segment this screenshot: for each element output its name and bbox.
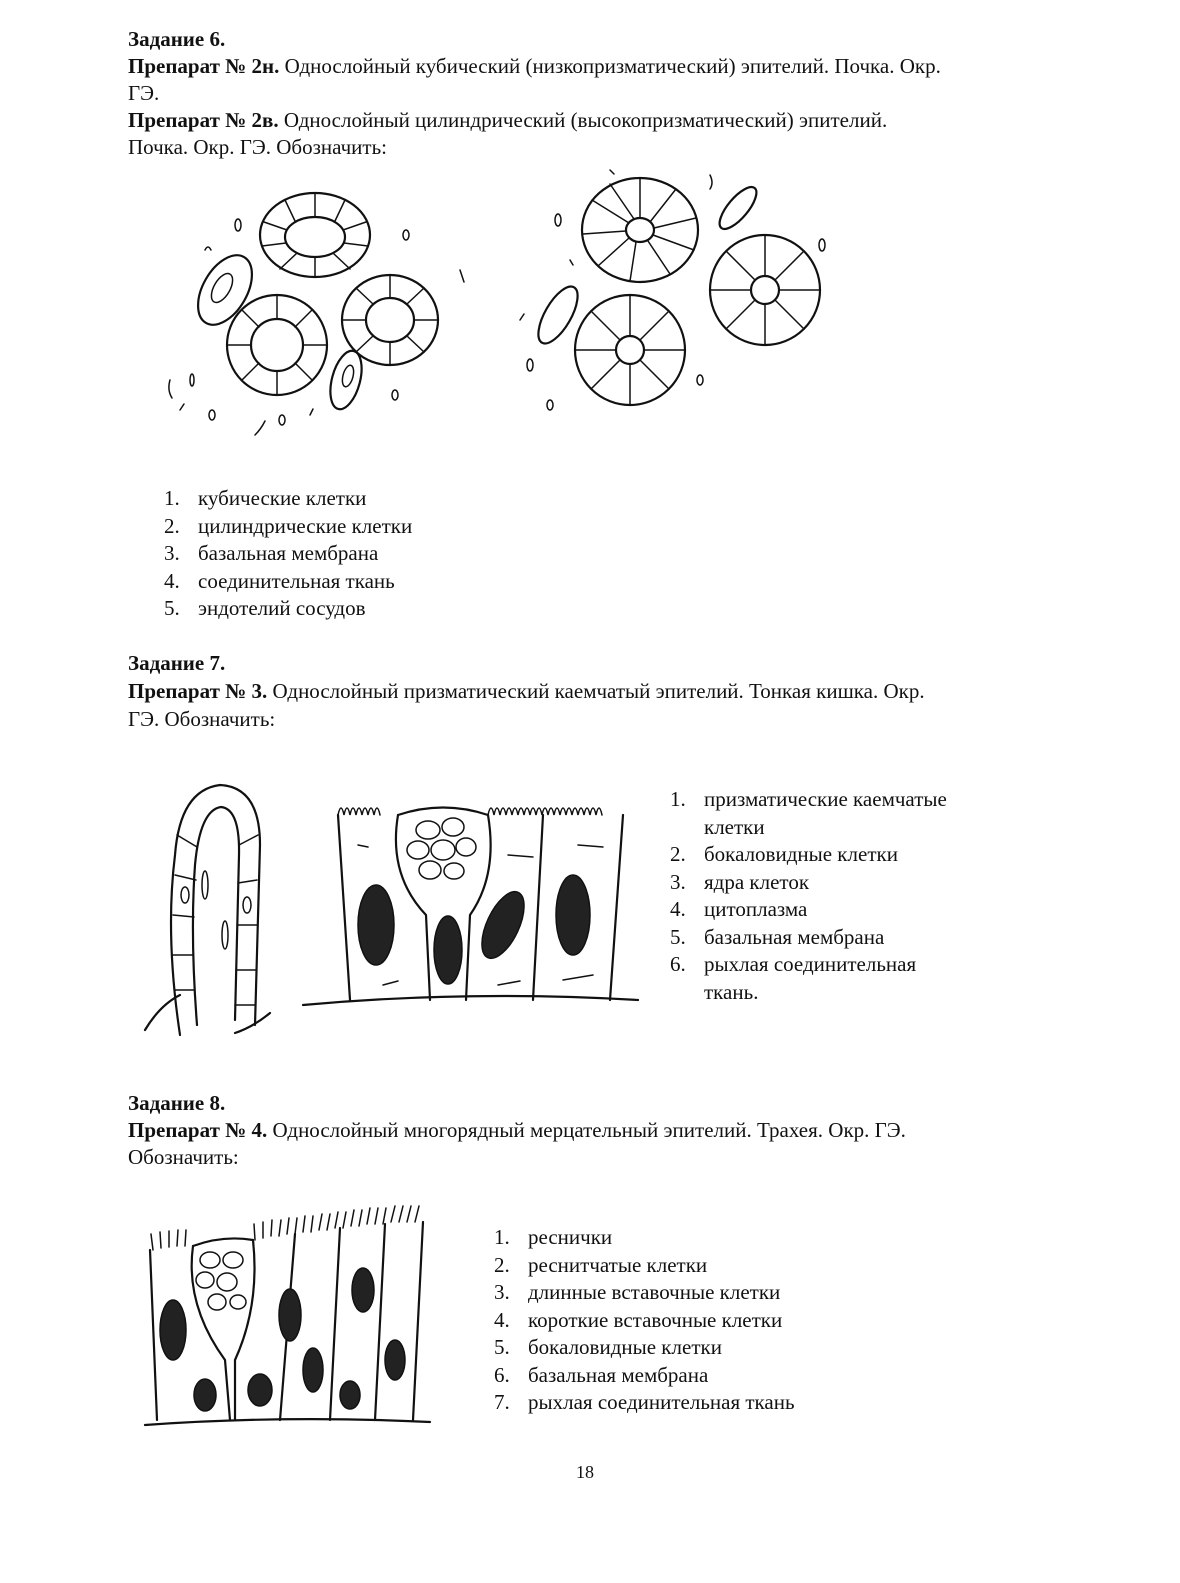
task8-legend-item: 2. реснитчатые клетки — [494, 1252, 708, 1277]
task6-legend-item: 1. кубические клетки — [164, 486, 367, 510]
task8-prep-label: Препарат № 4. — [128, 1118, 268, 1142]
task6-legend — [164, 485, 412, 623]
connective-tissue-marks — [169, 219, 464, 435]
task6-prep-2n-text: Однослойный кубический (низкопризматический) эпителий. Почка. Окр. — [279, 54, 941, 78]
tubule-bottom-left — [227, 295, 327, 395]
microvilli — [338, 808, 602, 815]
task8-legend — [494, 1224, 795, 1417]
brush-border-cells-figure — [298, 785, 643, 1025]
task6-prep-2v-label: Препарат № 2в. — [128, 108, 279, 132]
task8-title: Задание 8. — [128, 1091, 226, 1115]
cuboidal-epithelium-figure — [150, 180, 480, 450]
columnar-tubule-bottom — [575, 295, 685, 405]
task6-prep-2v — [128, 107, 887, 133]
task8-legend-item: 4. короткие вставочные клетки — [494, 1307, 783, 1332]
columnar-tubule-right — [710, 235, 820, 345]
cilia — [151, 1206, 419, 1250]
intestinal-villus-figure — [135, 775, 285, 1045]
columnar-vessels — [531, 182, 763, 350]
task7-legend-item: 2. бокаловидные клетки — [670, 842, 898, 866]
task6-legend-item: 5. эндотелий сосудов — [164, 596, 366, 620]
task6-title: Задание 6. — [128, 27, 226, 51]
task8-prep-cont: Обозначить: — [128, 1145, 239, 1169]
task7-legend-item: 6. рыхлая соединительная ткань. — [670, 952, 917, 1004]
columnar-epithelium-figure — [510, 160, 850, 430]
task7-prep-cont: ГЭ. Обозначить: — [128, 707, 276, 731]
page-number: 18 — [576, 1462, 594, 1482]
task6-prep-2n-cont: ГЭ. — [128, 81, 160, 105]
task8-legend-item: 7. рыхлая соединительная ткань — [494, 1390, 795, 1414]
task7-legend-item: 4. цитоплазма — [670, 897, 808, 921]
task8-legend-item: 3. длинные вставочные клетки — [494, 1280, 781, 1304]
goblet-cell — [398, 808, 488, 880]
task7-prep — [128, 678, 925, 704]
task6-prep-2n — [128, 53, 941, 79]
task6-prep-2n-label: Препарат № 2н. — [128, 54, 280, 78]
task7-prep-text: Однослойный призматический каемчатый эпителий. Тонкая кишка. Окр. — [267, 679, 925, 703]
ciliated-goblet-cell — [193, 1238, 253, 1310]
cell-nuclei — [358, 875, 590, 984]
task6-legend-item: 3. базальная мембрана — [164, 541, 379, 565]
task6-legend-item: 2. цилиндрические клетки — [164, 513, 413, 538]
task8-legend-item: 5. бокаловидные клетки — [494, 1335, 722, 1359]
task6-prep-2v-cont: Почка. Окр. ГЭ. Обозначить: — [128, 135, 388, 159]
task6-prep-2v-text: Однослойный цилиндрический (высокопризматический) эпителий. — [278, 108, 888, 132]
task7-legend-item: 5. базальная мембрана — [670, 924, 885, 949]
task7-title: Задание 7. — [128, 651, 226, 675]
task8-legend-item: 6. базальная мембрана — [494, 1362, 709, 1387]
task8-prep-text: Однослойный многорядный мерцательный эпителий. Трахея. Окр. ГЭ. — [267, 1118, 906, 1142]
tubule-top — [260, 193, 370, 277]
task7-legend-item: 3. ядра клеток — [670, 869, 810, 894]
task8-prep — [128, 1117, 906, 1143]
task7-legend — [670, 786, 947, 1006]
ciliated-epithelium-figure — [135, 1210, 435, 1440]
task8-legend-item: 1. реснички — [494, 1225, 613, 1249]
task7-legend-item: 1. призматические каемчатые клетки — [670, 787, 947, 839]
task7-prep-label: Препарат № 3. — [128, 679, 268, 703]
task6-legend-item: 4. соединительная ткань — [164, 568, 395, 593]
columnar-tubule-top — [582, 178, 698, 282]
